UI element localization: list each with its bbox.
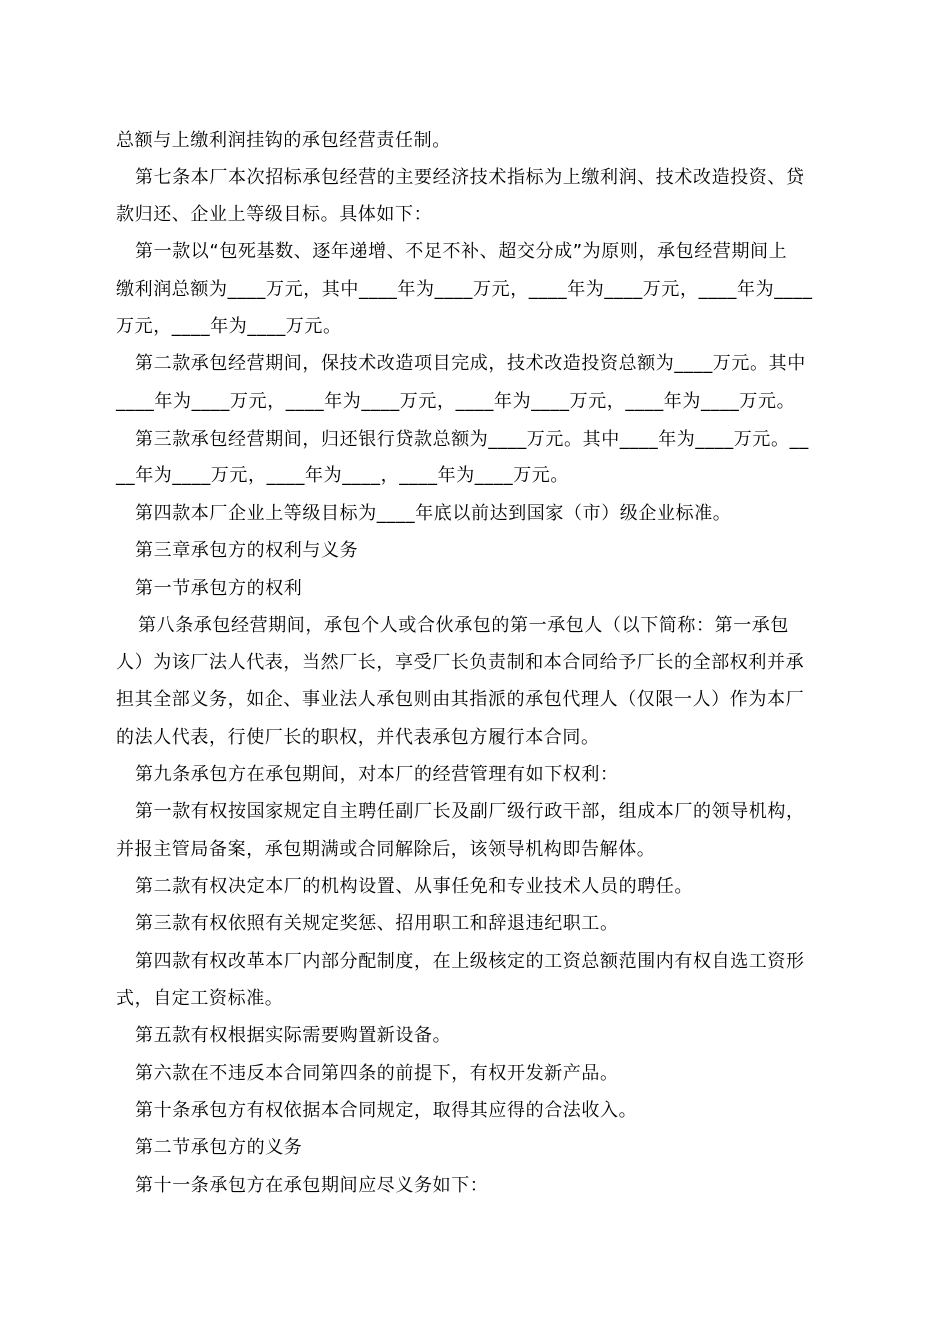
paragraph-line: 担其全部义务，如企、事业法人承包则由其指派的承包代理人（仅限一人）作为本厂 <box>116 689 805 710</box>
paragraph-line: __年为____万元，____年为____，____年为____万元。 <box>116 465 569 486</box>
section-heading: 第一节承包方的权利 <box>135 578 303 599</box>
section-heading: 第二节承包方的义务 <box>135 1137 303 1158</box>
paragraph-line: 的法人代表，行使厂长的职权，并代表承包方履行本合同。 <box>116 727 600 748</box>
paragraph-line: 第一款以“包死基数、逐年递增、不足不补、超交分成”为原则，承包经营期间上 <box>135 241 788 262</box>
paragraph-line: 缴利润总额为____万元，其中____年为____万元，____年为____万元，____年为____ <box>116 279 813 300</box>
paragraph-line: ____年为____万元，____年为____万元，____年为____万元，____年为____万元。 <box>116 391 796 412</box>
paragraph-line: 第五款有权根据实际需要购置新设备。 <box>135 1025 452 1046</box>
paragraph-line: 第六款在不违反本合同第四条的前提下，有权开发新产品。 <box>135 1063 619 1084</box>
paragraph-line: 第八条承包经营期间，承包个人或合伙承包的第一承包人（以下简称：第一承包 <box>138 615 789 636</box>
paragraph-line: 万元，____年为____万元。 <box>116 316 342 337</box>
paragraph-line: 第三款有权依照有关规定奖惩、招用职工和辞退违纪职工。 <box>135 913 619 934</box>
paragraph-line: 总额与上缴利润挂钩的承包经营责任制。 <box>116 130 451 151</box>
paragraph-line: 第四款本厂企业上等级目标为____年底以前达到国家（市）级企业标准。 <box>135 503 732 524</box>
paragraph-line: 人）为该厂法人代表，当然厂长，享受厂长负责制和本合同给予厂长的全部权利并承 <box>116 652 805 673</box>
paragraph-line: 第十一条承包方在承包期间应尽义务如下： <box>135 1175 489 1196</box>
paragraph-line: 第九条承包方在承包期间，对本厂的经营管理有如下权利： <box>135 764 619 785</box>
paragraph-line: 第三款承包经营期间，归还银行贷款总额为____万元。其中____年为____万元。__ <box>135 429 809 450</box>
paragraph-line: 第二款承包经营期间，保技术改造项目完成，技术改造投资总额为____万元。其中 <box>135 353 806 374</box>
paragraph-line: 款归还、企业上等级目标。具体如下： <box>116 204 433 225</box>
paragraph-line: 第七条本厂本次招标承包经营的主要经济技术指标为上缴利润、技术改造投资、贷 <box>135 167 805 188</box>
paragraph-line: 第十条承包方有权依据本合同规定，取得其应得的合法收入。 <box>135 1100 638 1121</box>
chapter-heading: 第三章承包方的权利与义务 <box>135 540 359 561</box>
paragraph-line: 第一款有权按国家规定自主聘任副厂长及副厂级行政干部，组成本厂的领导机构， <box>135 801 805 822</box>
paragraph-line: 式，自定工资标准。 <box>116 988 284 1009</box>
paragraph-line: 并报主管局备案，承包期满或合同解除后，该领导机构即告解体。 <box>116 839 656 860</box>
paragraph-line: 第四款有权改革本厂内部分配制度，在上级核定的工资总额范围内有权自选工资形 <box>135 951 805 972</box>
paragraph-line: 第二款有权决定本厂的机构设置、从事任免和专业技术人员的聘任。 <box>135 876 693 897</box>
